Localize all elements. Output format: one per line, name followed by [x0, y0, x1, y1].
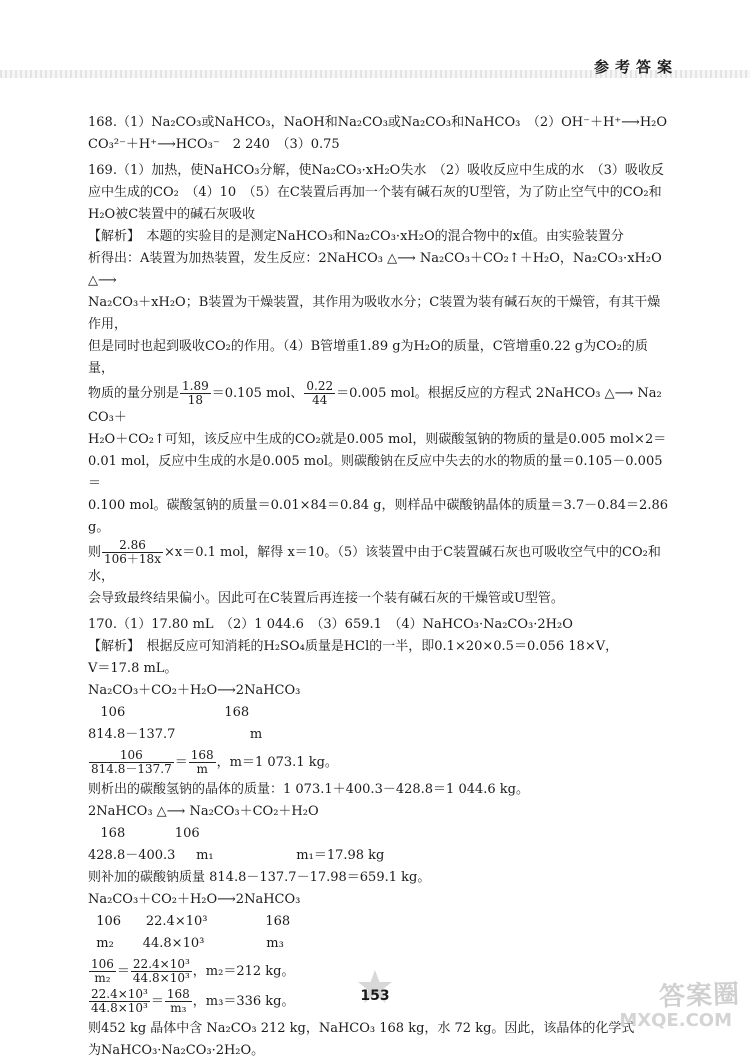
fraction-denominator: 44.8×10³: [91, 1001, 148, 1015]
equation-line: Na₂CO₃＋CO₂＋H₂O⟶2NaHCO₃: [88, 892, 301, 907]
fraction: [180, 380, 211, 407]
text-line: [88, 380, 668, 429]
text-line: 为NaHCO₃·Na₂CO₃·2H₂O。: [88, 1043, 265, 1058]
fraction-denominator: m₂: [94, 971, 111, 985]
text-line: 0.100 mol。碳酸氢钠的质量＝0.01×84＝0.84 g，则样品中碳酸钠晶体的质量＝3.7－0.84＝2.86 g。: [88, 498, 669, 535]
text-line: 应中生成的CO₂ （4）10 （5）在C装置后再加一个装有碱石灰的U型管，为了防止空气中的CO₂和: [88, 185, 662, 200]
text-segment: ，m₃＝336 kg。: [192, 994, 295, 1009]
text-line: 析得出：A装置为加热装置，发生反应：2NaHCO₃ △⟶ Na₂CO₃＋CO₂↑＋H₂O，Na₂CO₃·xH₂O △⟶: [88, 251, 662, 288]
watermark-logo: 答案圈: [658, 979, 741, 1013]
text-line: [88, 539, 668, 588]
text-line: 169.（1）加热，使NaHCO₃分解，使Na₂CO₃·xH₂O失水 （2）吸收反应中生成的水 （3）吸收反: [88, 163, 664, 178]
text-line: 【解析】 根据反应可知消耗的H₂SO₄质量是HCl的一半，即0.1×20×0.5＝0.056 18×V，: [88, 639, 619, 654]
fraction-denominator: 106＋18x: [104, 552, 161, 566]
text-line: V＝17.8 mL。: [88, 661, 178, 676]
answer-content: [88, 112, 668, 1062]
equation-line: 106 22.4×10³ 168: [88, 914, 291, 929]
text-line: 则补加的碳酸钠质量 814.8－137.7－17.98＝659.1 kg。: [88, 870, 431, 885]
fraction-numerator: 106: [91, 957, 114, 971]
text-line: H₂O＋CO₂↑可知，该反应中生成的CO₂就是0.005 mol，则碳酸氢钠的物质的量是0.005 mol×2＝: [88, 432, 667, 447]
text-line: $\frac{\text{22.4×10³}}{\text{44.8×10³}}$ ＝ $\frac{168}{\text{m₃}}$ ，m₃＝336 kg。: [91, 987, 295, 1015]
fraction-numerator: 22.4×10³: [132, 957, 190, 971]
text-line: CO₃²⁻＋H⁺⟶HCO₃⁻ 2 240 （3）0.75: [88, 137, 340, 152]
fraction-denominator: 814.8－137.7: [91, 762, 172, 776]
text-line: Na₂CO₃＋xH₂O；B装置为干燥装置，其作用为吸收水分；C装置为装有碱石灰的干燥管，有其干燥作用，: [88, 295, 661, 332]
fraction-numerator: 22.4×10³: [91, 987, 148, 1001]
text-line: 但是同时也起到吸收CO₂的作用。（4）B管增重1.89 g为H₂O的质量，C管增重0.22 g为CO₂的质量，: [88, 339, 648, 376]
equation-line: 168 106: [88, 826, 200, 841]
fraction: [304, 380, 335, 407]
text-line: 170.（1）17.80 mL （2）1 044.6 （3）659.1 （4）NaHCO₃·Na₂CO₃·2H₂O: [88, 617, 573, 632]
text-line: 则452 kg 晶体中含 Na₂CO₃ 212 kg，NaHCO₃ 168 kg，水 72 kg。因此，该晶体的化学式: [88, 1021, 635, 1036]
fraction: [89, 958, 116, 985]
equation-line: 428.8－400.3 m₁ m₁＝17.98 kg: [88, 848, 385, 863]
fraction-denominator: 44: [312, 393, 328, 407]
equation-line: 814.8－137.7 m: [88, 727, 263, 742]
fraction-numerator: 168: [190, 748, 214, 762]
fraction-numerator: 0.22: [306, 379, 334, 393]
text-line: 0.01 mol，反应中生成的水是0.005 mol。则碳酸钠在反应中失去的水的物质的量＝0.105－0.005＝: [88, 454, 663, 491]
fraction-numerator: 1.89: [182, 379, 209, 393]
text-line: 【解析】 本题的实验目的是测定NaHCO₃和Na₂CO₃·xH₂O的混合物中的x值。由实验装置分: [88, 229, 624, 244]
text-line: $\frac{106}{814.8-137.7}$ ＝ $\frac{168}{m}$ ，m＝1 073.1 kg。: [91, 748, 338, 776]
page-header-title: 参考答案: [593, 58, 678, 76]
text-line: 则析出的碳酸氢钠的晶体的质量：1 073.1＋400.3－428.8＝1 044.6 kg。: [88, 782, 530, 797]
equation-line: 106 168: [88, 705, 250, 720]
text-segment: 物质的量分别是: [88, 386, 180, 401]
fraction-denominator: m₃: [170, 1001, 187, 1015]
text-segment: ，m₂＝212 kg。: [192, 964, 295, 979]
text-segment: ＝0.105 mol、: [211, 386, 304, 401]
text-line: 168.（1）Na₂CO₃或NaHCO₃，NaOH和Na₂CO₃或Na₂CO₃和NaHCO₃ （2）OH⁻＋H⁺⟶H₂O: [88, 115, 668, 130]
fraction: [189, 749, 216, 776]
fraction: [102, 539, 163, 566]
equation-line: Na₂CO₃＋CO₂＋H₂O⟶2NaHCO₃: [88, 683, 301, 698]
fraction: [131, 958, 192, 985]
equation-line: 2NaHCO₃ △⟶ Na₂CO₃＋CO₂＋H₂O: [88, 804, 319, 819]
page-number: 153: [360, 988, 390, 1004]
text-segment: ＝0.005 mol。根据反应的方程式 2NaHCO₃ △⟶ Na₂CO₃＋: [88, 386, 662, 425]
fraction-numerator: 168: [166, 987, 190, 1001]
text-segment: ×x＝0.1 mol，解得 x＝10。（5）该装置中由于C装置碱石灰也可吸收空气中的CO₂和水，: [88, 545, 661, 584]
text-segment: ，m＝1 073.1 kg。: [216, 755, 338, 770]
fraction-denominator: 18: [187, 393, 204, 407]
text-line: H₂O被C装置中的碱石灰吸收: [88, 207, 256, 222]
watermark-url: MXQE.COM: [619, 1010, 732, 1031]
text-line: $\frac{106}{\text{m₂}}$ ＝ $\frac{\text{22.4×10³}}{\text{44.8×10³}}$ ，m₂＝212 kg。: [91, 957, 295, 985]
text-line: 会导致最终结果偏小。因此可在C装置后再连接一个装有碱石灰的干燥管或U型管。: [88, 591, 564, 606]
fraction-denominator: 44.8×10³: [132, 971, 190, 985]
fraction: [89, 749, 174, 776]
equation-line: m₂ 44.8×10³ m₃: [88, 936, 284, 951]
fraction-numerator: 106: [89, 749, 174, 763]
fraction-numerator: 2.86: [102, 539, 163, 553]
text-segment: 则: [88, 545, 102, 560]
fraction-denominator: m: [196, 762, 208, 776]
